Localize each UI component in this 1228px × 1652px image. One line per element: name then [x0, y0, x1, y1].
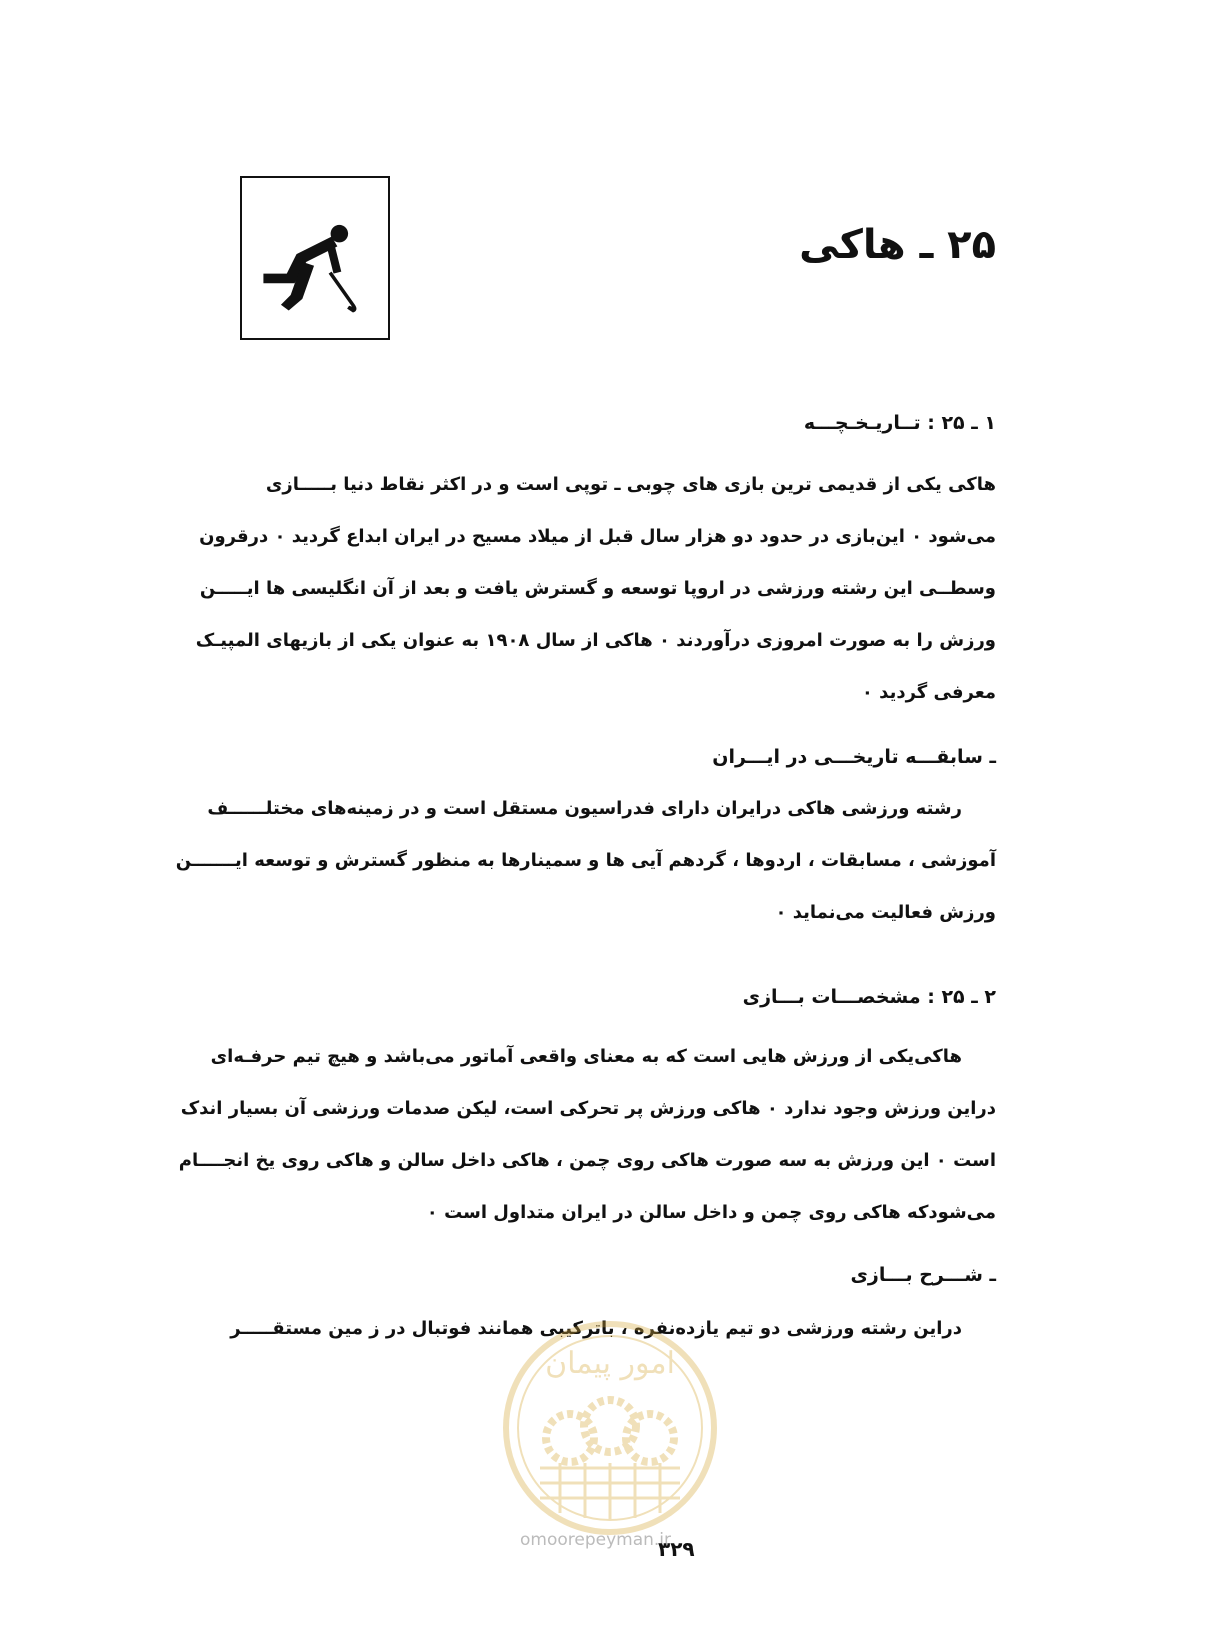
chapter-title: ۲۵ ـ هاکی: [799, 222, 996, 268]
paragraph-line: دراین رشته ورزشی دو تیم یازده‌نفره ، باترکیبی همانند فوتبال در ز مین مستقـــــر: [230, 1318, 962, 1339]
paragraph-line: معرفی گردید ۰: [861, 682, 996, 703]
paragraph-line: دراین ورزش وجود ندارد ۰ هاکی ورزش پر تحرکی است، لیکن صدمات ورزشی آن بسیار اندک: [180, 1098, 996, 1119]
paragraph-line: می‌شود ۰ این‌بازی در حدود دو هزار سال قبل از میلاد مسیح در ایران ابداع گردید ۰ درقرون: [199, 526, 996, 547]
watermark-seal-text: امور پیمان: [545, 1346, 675, 1381]
paragraph-line: ورزش فعالیت می‌نماید ۰: [775, 902, 996, 923]
watermark-url: omoorepeyman.ir: [520, 1530, 672, 1550]
paragraph-line: هاکی یکی از قدیمی ترین بازی های چوبی ـ توپی است و در اکثر نقاط دنیا بـــــازی: [265, 474, 996, 495]
section-heading-history: ۱ ـ ۲۵ : تــاریـخـچـــه: [803, 412, 996, 434]
field-hockey-pictogram-icon: [242, 178, 388, 338]
section-heading-characteristics: ۲ ـ ۲۵ : مشخصـــات بـــازی: [742, 986, 996, 1008]
watermark-seal: [500, 1318, 720, 1538]
paragraph-line: ورزش را به صورت امروزی درآوردند ۰ هاکی از سال ۱۹۰۸ به عنوان یکی از بازیهای المپیـک: [195, 630, 996, 651]
paragraph-line: هاکی‌یکی از ورزش هایی است که به معنای واقعی آماتور می‌باشد و هیچ تیم حرفـه‌ای: [210, 1046, 962, 1067]
paragraph-line: است ۰ این ورزش به سه صورت هاکی روی چمن ، هاکی داخل سالن و هاکی روی یخ انجــــام: [178, 1150, 996, 1171]
paragraph-line: می‌شودکه هاکی روی چمن و داخل سالن در ایران متداول است ۰: [426, 1202, 996, 1223]
paragraph-line: وسطــی این رشته ورزشی در اروپا توسعه و گسترش یافت و بعد از آن انگلیسی ها ایـــــن: [199, 578, 996, 599]
section-heading-game-description: ـ شـــرح بـــازی: [850, 1264, 996, 1286]
paragraph-line: رشته ورزشی هاکی درایران دارای فدراسیون مستقل است و در زمینه‌های مختلــــــف: [207, 798, 962, 819]
paragraph-line: آموزشی ، مسابقات ، اردوها ، گردهم آیی ها و سمینارها به منظور گسترش و توسعه ایـــــــن: [175, 850, 996, 871]
page-number: ۳۲۹: [658, 1537, 695, 1561]
section-heading-history-iran: ـ سابقـــه تاریخـــی در ایـــران: [712, 746, 996, 768]
hockey-pictogram-box: [240, 176, 390, 340]
